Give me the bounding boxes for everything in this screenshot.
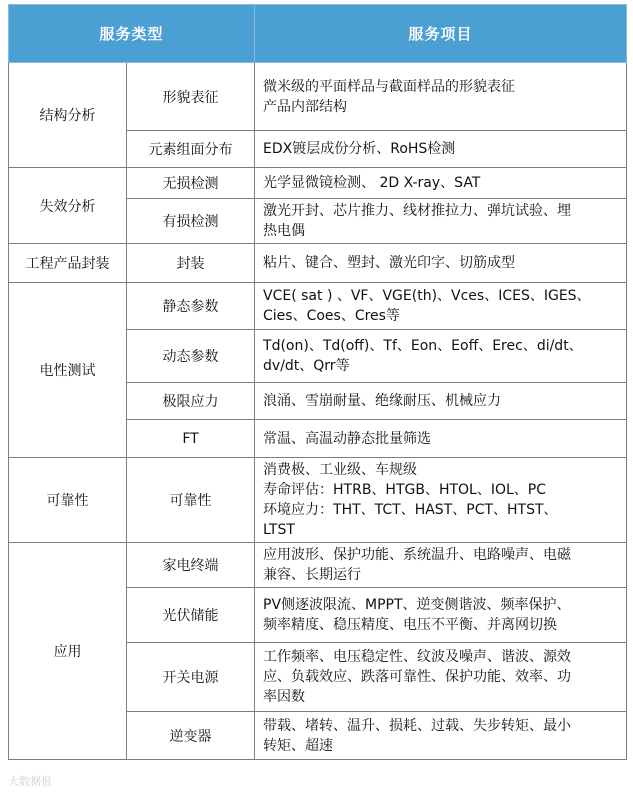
service-item-line: EDX镀层成份分析、RoHS检测 (263, 141, 456, 157)
service-items-cell (255, 543, 627, 588)
service-item-line: Td(on)、Td(off)、Tf、Eon、Eoff、Erec、di/dt、 (263, 338, 583, 354)
subcategory-cell: 可靠性 (127, 458, 255, 543)
service-item-line: 兼容、长期运行 (263, 567, 362, 583)
subcategory-cell: 家电终端 (127, 543, 255, 588)
table-body (9, 63, 627, 760)
subcategory-cell: 无损检测 (127, 168, 255, 199)
service-item-line: dv/dt、Qrr等 (263, 358, 350, 374)
service-item-line: 工作频率、电压稳定性、纹波及噪声、谐波、源效 (263, 649, 572, 665)
subcategory-cell: 有损检测 (127, 199, 255, 244)
service-items-cell (255, 63, 627, 131)
service-item-line: 产品内部结构 (263, 98, 348, 115)
service-items-cell (255, 131, 627, 168)
service-items-cell (255, 643, 627, 712)
header-service-items: 服务项目 (255, 5, 627, 63)
service-items-cell (255, 588, 627, 643)
subcategory-cell: 逆变器 (127, 712, 255, 760)
header-service-type: 服务类型 (9, 5, 255, 63)
table-row (9, 543, 627, 588)
service-item-line: 寿命评估：HTRB、HTGB、HTOL、IOL、PC (263, 482, 547, 498)
service-items-cell (255, 458, 627, 543)
category-cell: 工程产品封装 (9, 244, 127, 283)
service-item-line: 应用波形、保护功能、系统温升、电路噪声、电磁 (263, 547, 572, 563)
watermark: 大数据报 (8, 775, 52, 788)
service-item-line: 激光开封、芯片推力、线材推拉力、弹坑试验、埋 (263, 203, 572, 219)
service-table (8, 4, 627, 760)
subcategory-cell: 开关电源 (127, 643, 255, 712)
table-row (9, 168, 627, 199)
service-item-line: LTST (263, 522, 295, 538)
subcategory-cell: 形貌表征 (127, 63, 255, 131)
subcategory-cell: FT (127, 420, 255, 458)
service-item-line: 率因数 (263, 689, 306, 705)
service-items-cell (255, 283, 627, 330)
service-items-cell (255, 199, 627, 244)
service-item-line: 浪涌、雪崩耐量、绝缘耐压、机械应力 (263, 393, 502, 409)
service-item-line: 转矩、超速 (263, 737, 334, 754)
table-row (9, 63, 627, 131)
service-item-line: 频率精度、稳压精度、电压不平衡、并离网切换 (263, 617, 558, 633)
subcategory-cell: 元素组面分布 (127, 131, 255, 168)
category-cell: 电性测试 (9, 283, 127, 458)
service-item-line: 光学显微镜检测、 2D X-ray、SAT (263, 175, 481, 191)
category-cell: 失效分析 (9, 168, 127, 244)
table-row (9, 458, 627, 543)
category-cell: 应用 (9, 543, 127, 760)
service-items-cell (255, 383, 627, 420)
service-item-line: 微米级的平面样品与截面样品的形貌表征 (263, 78, 516, 95)
category-cell: 结构分析 (9, 63, 127, 168)
table-row (9, 244, 627, 283)
service-item-line: 粘片、键合、塑封、激光印字、切筋成型 (263, 255, 516, 271)
service-items-cell (255, 420, 627, 458)
service-items-cell (255, 244, 627, 283)
service-item-line: 应、负载效应、跌落可靠性、保护功能、效率、功 (263, 669, 572, 685)
subcategory-cell: 静态参数 (127, 283, 255, 330)
service-items-cell (255, 712, 627, 760)
subcategory-cell: 动态参数 (127, 330, 255, 383)
table-row (9, 283, 627, 330)
service-item-line: 环境应力：THT、TCT、HAST、PCT、HTST、 (263, 502, 558, 518)
service-item-line: 消费极、工业级、车规级 (263, 462, 418, 478)
service-item-line: 热电偶 (263, 223, 306, 239)
subcategory-cell: 极限应力 (127, 383, 255, 420)
service-items-cell (255, 330, 627, 383)
service-item-line: Cies、Coes、Cres等 (263, 308, 400, 324)
service-item-line: PV侧逐波限流、MPPT、逆变侧谐波、频率保护、 (263, 597, 571, 613)
category-cell: 可靠性 (9, 458, 127, 543)
service-item-line: VCE( sat ) 、VF、VGE(th)、Vces、ICES、IGES、 (263, 288, 591, 304)
service-items-cell (255, 168, 627, 199)
header-row (9, 5, 627, 63)
subcategory-cell: 光伏储能 (127, 588, 255, 643)
service-item-line: 带载、堵转、温升、损耗、过载、失步转矩、最小 (263, 717, 572, 734)
service-item-line: 常温、高温动静态批量筛选 (263, 430, 432, 447)
subcategory-cell: 封装 (127, 244, 255, 283)
